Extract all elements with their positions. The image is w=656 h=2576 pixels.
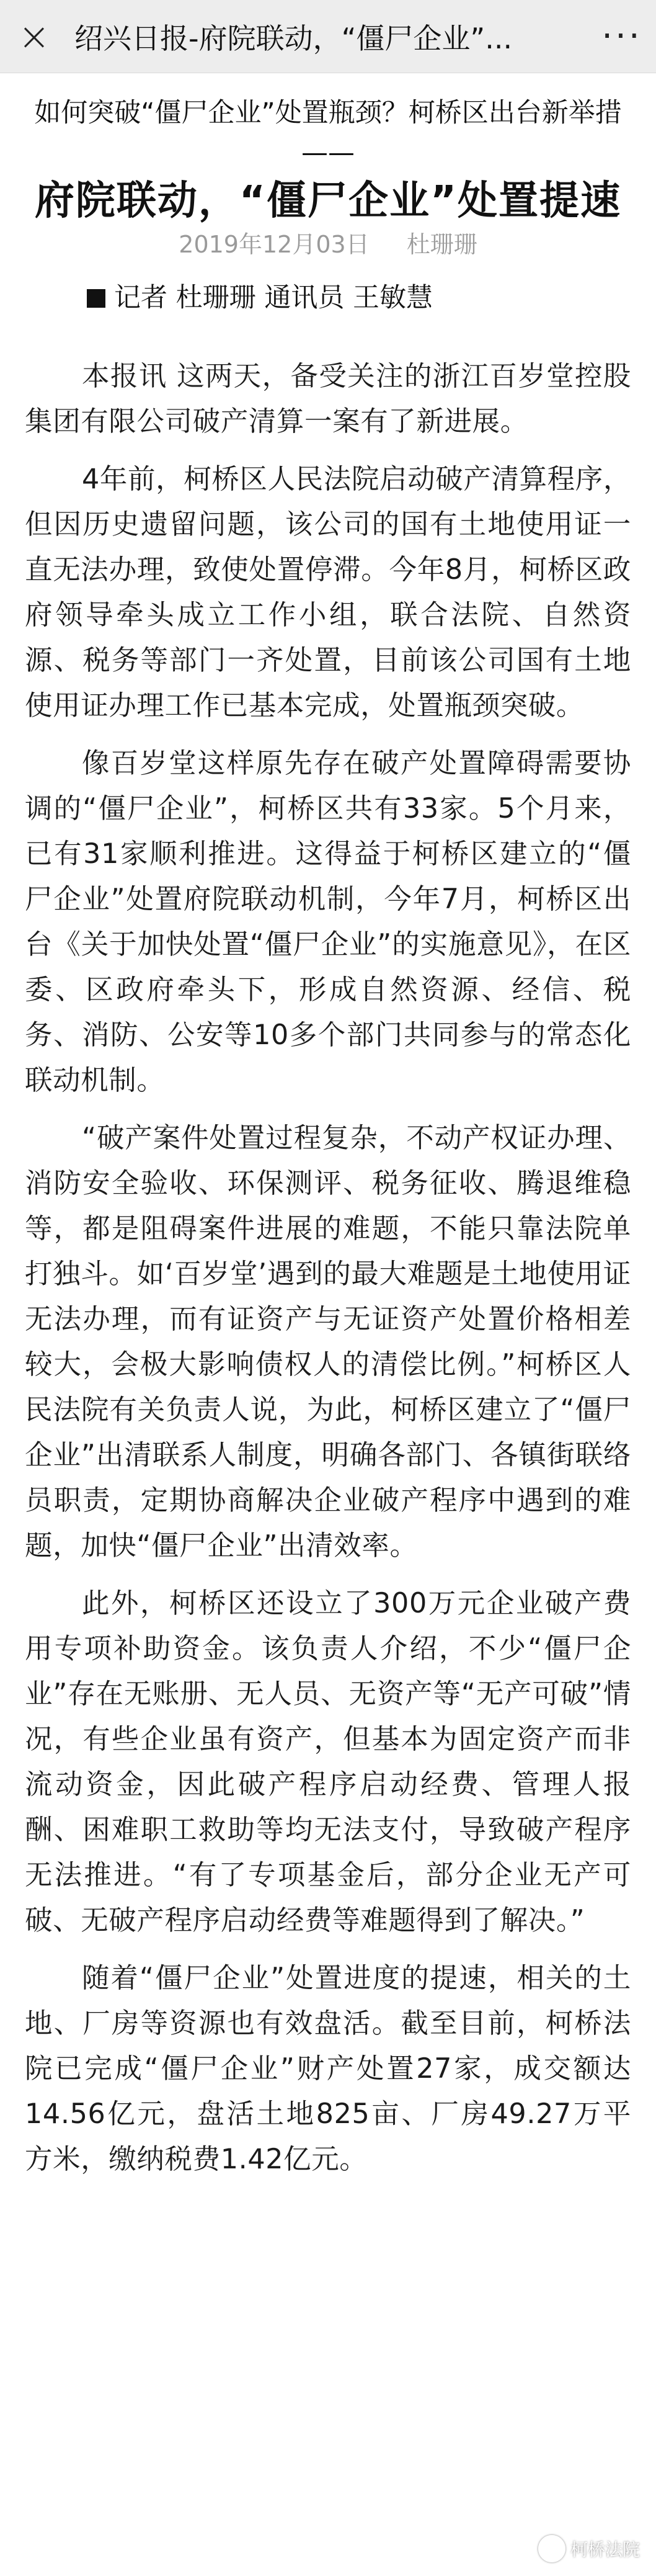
watermark-text: 柯桥法院: [570, 2539, 640, 2560]
author-name: 杜珊珊: [406, 231, 477, 258]
paragraph: 此外，柯桥区还设立了300万元企业破产费用专项补助资金。该负责人介绍，不少“僵尸企业”存在无账册、无人员、无资产等“无产可破”情况，有些企业虽有资产，但基本为固定资产而非流动资金，因此破产程序启动经费、管理人报酬、困难职工救助等均无法支付，导致破产程序无法推进。“有了专项基金后，部分企业无产可破、无破产程序启动经费等难题得到了解决。”: [25, 1588, 631, 1936]
paragraph: 4年前，柯桥区人民法院启动破产清算程序，但因历史遗留问题，该公司的国有土地使用证一直无法办理，致使处置停滞。今年8月，柯桥区政府领导牵头成立工作小组，联合法院、自然资源、税务等部门一齐处置，目前该公司国有土地使用证办理工作已基本完成，处置瓶颈突破。: [25, 463, 631, 722]
publish-date: 2019年12月03日: [179, 231, 370, 258]
paragraph: “破产案件处置过程复杂，不动产权证办理、消防安全验收、环保测评、税务征收、腾退维稳等，都是阻碍案件进展的难题，不能只靠法院单打独斗。如‘百岁堂’遇到的最大难题是土地使用证无法办理，而有证资产与无证资产处置价格相差较大，会极大影响债权人的清偿比例。”柯桥区人民法院有关负责人说，为此，柯桥区建立了“僵尸企业”出清联系人制度，明确各部门、各镇街联络员职责，定期协商解决企业破产程序中遇到的难题，加快“僵尸企业”出清效率。: [25, 1122, 631, 1562]
paragraph: 像百岁堂这样原先存在破产处置障碍需要协调的“僵尸企业”，柯桥区共有33家。5个月来，已有31家顺利推进。这得益于柯桥区建立的“僵尸企业”处置府院联动机制，今年7月，柯桥区出台《关于加快处置“僵尸企业”的实施意见》，在区委、区政府牵头下，形成自然资源、经信、税务、消防、公安等10多个部门共同参与的常态化联动机制。: [25, 748, 631, 1096]
square-bullet-icon: [87, 289, 105, 308]
paragraph: 随着“僵尸企业”处置进度的提速，相关的土地、厂房等资源也有效盘活。截至目前，柯桥法院已完成“僵尸企业”财产处置27家，成交额达14.56亿元，盘活土地825亩、厂房49.27万平方米，缴纳税费1.42亿元。: [25, 1962, 631, 2175]
article: [0, 73, 656, 2194]
watermark: [538, 2535, 640, 2562]
title-bar: [0, 0, 656, 73]
article-meta: [25, 227, 631, 262]
close-icon[interactable]: ×: [18, 13, 50, 59]
reporter-text: 记者 杜珊珊 通讯员 王敏慧: [114, 282, 433, 313]
article-subtitle: 如何突破“僵尸企业”处置瓶颈？柯桥区出台新举措——: [34, 97, 622, 168]
article-headline: 府院联动，“僵尸企业”处置提速: [34, 178, 622, 224]
wechat-account-icon: [538, 2535, 565, 2562]
article-body: [25, 354, 631, 2182]
reporter-line: [25, 278, 631, 318]
paragraph: 本报讯 这两天，备受关注的浙江百岁堂控股集团有限公司破产清算一案有了新进展。: [25, 360, 631, 437]
window-title: 绍兴日报-府院联动，“僵尸企业”...: [74, 21, 513, 55]
more-options-icon[interactable]: ···: [601, 16, 642, 56]
